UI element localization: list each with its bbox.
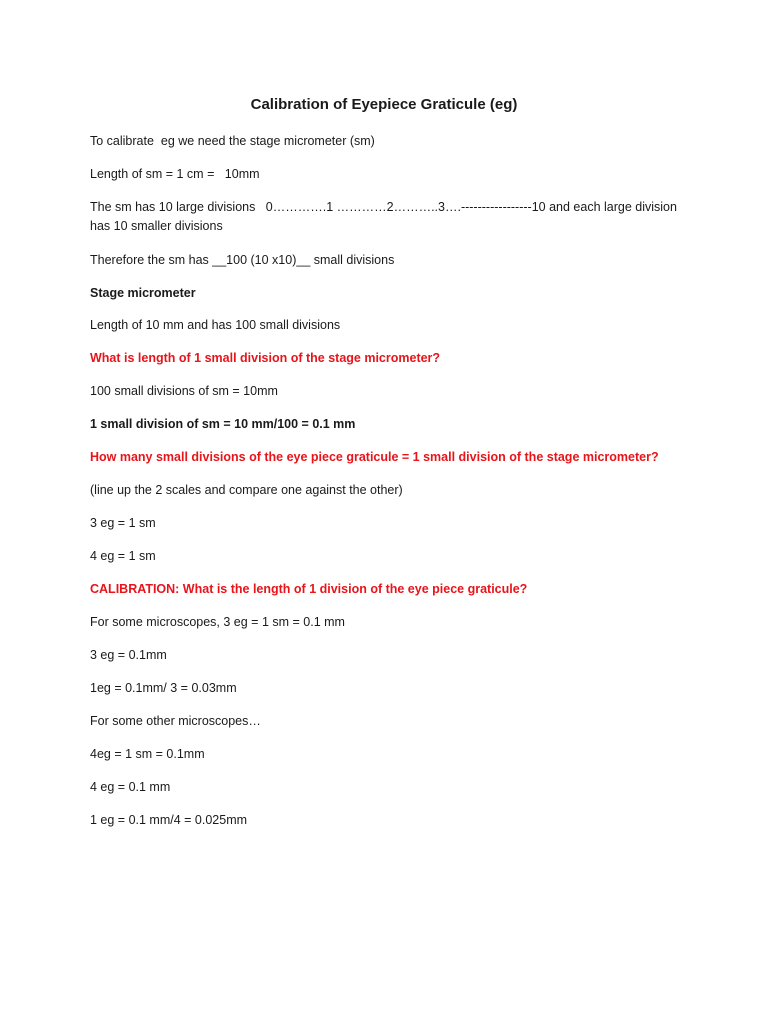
answer-small-division: 1 small division of sm = 10 mm/100 = 0.1 mm bbox=[90, 417, 356, 431]
text-line-other-microscopes: For some other microscopes… bbox=[90, 714, 261, 728]
text-line-3eg-value: 3 eg = 0.1mm bbox=[90, 648, 167, 662]
text-line-line-up: (line up the 2 scales and compare one against the other) bbox=[90, 483, 403, 497]
text-line-4eg: 4 eg = 1 sm bbox=[90, 549, 156, 563]
text-line-1eg-result-b: 1 eg = 0.1 mm/4 = 0.025mm bbox=[90, 813, 248, 827]
question-calibration: CALIBRATION: What is the length of 1 division of the eye piece graticule? bbox=[90, 582, 528, 596]
text-line-4eg-sm: 4eg = 1 sm = 0.1mm bbox=[90, 747, 205, 761]
question-graticule-divisions: How many small divisions of the eye piece graticule = 1 small division of the stage micrometer? bbox=[90, 450, 659, 464]
text-line-divisions: The sm has 10 large divisions 0………….1 …………2………..3….-----------------10 and each large division has 10 smaller divisions bbox=[90, 200, 681, 233]
text-line-1eg-result-a: 1eg = 0.1mm/ 3 = 0.03mm bbox=[90, 681, 237, 695]
text-line-some-microscopes: For some microscopes, 3 eg = 1 sm = 0.1 mm bbox=[90, 615, 345, 629]
question-small-division: What is length of 1 small division of the stage micrometer? bbox=[90, 351, 441, 365]
section-heading-stage-micrometer: Stage micrometer bbox=[90, 286, 196, 300]
text-line-stage-length: Length of 10 mm and has 100 small divisions bbox=[90, 318, 341, 332]
text-line-3eg: 3 eg = 1 sm bbox=[90, 516, 156, 530]
document-title: Calibration of Eyepiece Graticule (eg) bbox=[250, 96, 518, 113]
text-line-100-divisions: 100 small divisions of sm = 10mm bbox=[90, 384, 278, 398]
text-line-intro: To calibrate eg we need the stage micrometer (sm) bbox=[90, 134, 375, 148]
text-line-4eg-value: 4 eg = 0.1 mm bbox=[90, 780, 171, 794]
text-line-length: Length of sm = 1 cm = 10mm bbox=[90, 167, 260, 181]
text-line-total-divisions: Therefore the sm has __100 (10 x10)__ small divisions bbox=[90, 253, 395, 267]
